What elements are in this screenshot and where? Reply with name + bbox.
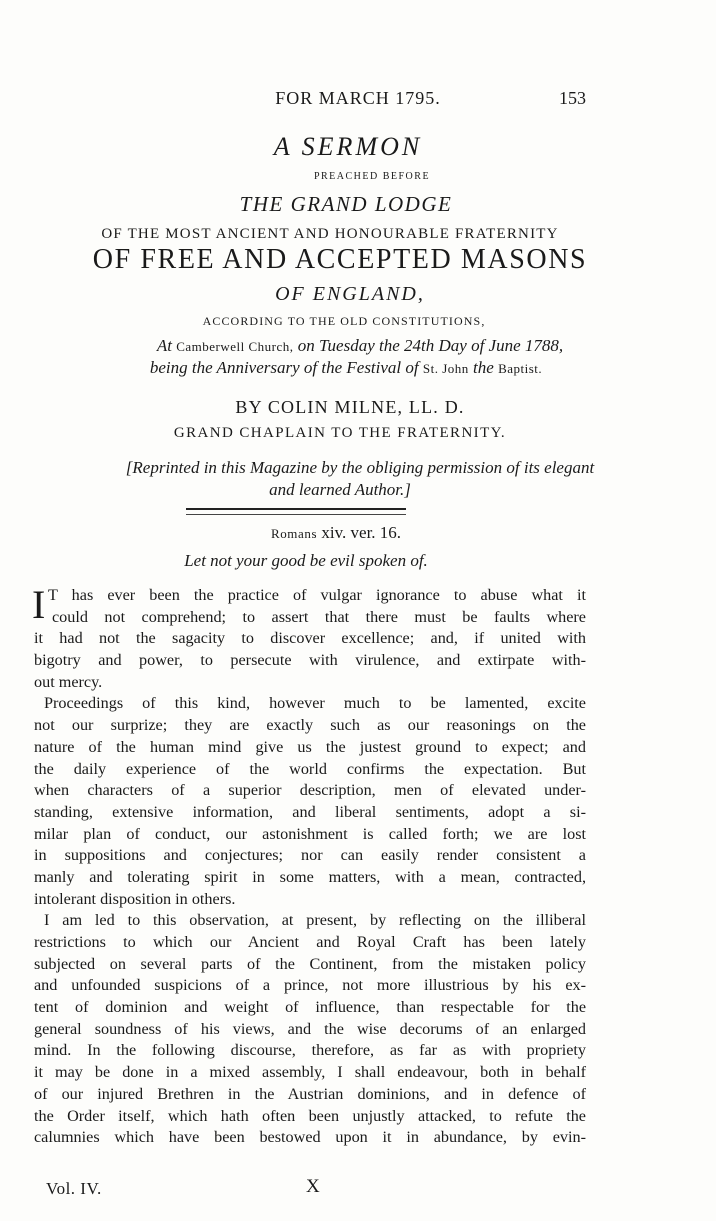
body-lines [32, 582, 586, 1149]
body-line: the daily experience of the world confirms the expectation. But [34, 759, 586, 778]
volume-mark: Vol. IV. [46, 1179, 102, 1198]
body-line: when characters of a superior description, men of elevated under- [34, 781, 586, 800]
baptist-word: Baptist. [498, 361, 543, 376]
body-line: of our injured Brethren in the Austrian dominions, and in defence of [34, 1084, 586, 1103]
sermon-body [32, 582, 586, 1149]
preached-before: PREACHED BEFORE [313, 171, 431, 182]
scripture-quote: Let not your good be evil spoken of. [184, 551, 428, 570]
scripture-reference [0, 523, 694, 543]
body-line: it had not the sagacity to discover excellence; and, if united with [34, 629, 586, 648]
grand-lodge-heading: THE GRAND LODGE [239, 192, 453, 216]
body-line: calumnies which have been bestowed upon it in abundance, by evin- [34, 1128, 586, 1147]
reprint-note-line-2: and learned Author.] [269, 480, 411, 499]
body-line: intolerant disposition in others. [34, 889, 236, 908]
church-line [30, 336, 690, 356]
saint-name: St. John [422, 361, 469, 376]
anniversary-text: being the Anniversary of the Festival of [149, 358, 419, 377]
page-number: 153 [559, 88, 586, 108]
body-line: nature of the human mind give us the justest ground to expect; and [34, 737, 586, 756]
body-line: subjected on several parts of the Continent, from the mistaken policy [34, 954, 586, 973]
body-line: bigotry and power, to persecute with virulence, and extirpate with- [34, 651, 586, 670]
body-line: I am led to this observation, at present, by reflecting on the illiberal [44, 911, 586, 930]
body-line: restrictions to which our Ancient and Royal Craft has been lately [34, 933, 586, 951]
anniversary-line [16, 358, 676, 378]
signature-mark: X [306, 1176, 320, 1197]
church-date: on Tuesday the 24th Day of June 1788, [297, 336, 564, 355]
running-head: FOR MARCH 1795. [275, 88, 441, 108]
body-line: Proceedings of this kind, however much to be lamented, excite [44, 694, 586, 713]
body-line: T has ever been the practice of vulgar ignorance to abuse what it [48, 586, 586, 604]
body-line: out mercy. [34, 672, 103, 691]
body-line: and unfounded suspicions of a prince, not more illustrious by his ex- [34, 976, 586, 995]
body-line: it may be done in a mixed assembly, I shall endeavour, both in behalf [34, 1063, 586, 1082]
body-line: general soundness of his views, and the wise decorums of an enlarged [34, 1019, 586, 1038]
body-line: could not comprehend; to assert that there must be faults where [52, 607, 586, 626]
body-line: tent of dominion and weight of influence, than respectable for the [34, 998, 586, 1017]
reprint-note-line-1: [Reprinted in this Magazine by the obliging permission of its elegant [125, 458, 595, 477]
body-line: milar plan of conduct, our astonishment is called forth; we are lost [34, 824, 586, 843]
free-masons-heading: OF FREE AND ACCEPTED MASONS [92, 244, 588, 275]
sermon-title: A SERMON [273, 132, 423, 161]
scripture-verse: xiv. ver. 16. [321, 523, 402, 542]
constitutions-line: ACCORDING TO THE OLD CONSTITUTIONS, [202, 314, 486, 328]
church-at: At [156, 336, 172, 355]
author-line: BY COLIN MILNE, LL. D. [235, 397, 465, 417]
body-line: the Order itself, which hath often been unjustly attacked, to refute the [34, 1106, 586, 1125]
body-line: manly and tolerating spirit in some matters, with a mean, contracted, [34, 867, 586, 886]
scripture-book: Romans [270, 526, 318, 541]
england-heading: OF ENGLAND, [275, 283, 425, 305]
ornamental-rule [186, 508, 406, 515]
chaplain-line: GRAND CHAPLAIN TO THE FRATERNITY. [173, 425, 507, 441]
drop-cap: I [32, 582, 46, 627]
body-line: in suppositions and conjectures; nor can easily render consistent a [34, 846, 586, 865]
church-name: Camberwell Church, [176, 339, 294, 354]
fraternity-heading: OF THE MOST ANCIENT AND HONOURABLE FRATERNITY [101, 226, 559, 242]
body-line: not our surprize; they are exactly such as our reasonings on the [34, 716, 586, 735]
anniversary-the: the [473, 358, 494, 377]
body-line: mind. In the following discourse, therefore, as far as with propriety [34, 1041, 586, 1060]
body-line: standing, extensive information, and liberal sentiments, adopt a si- [34, 802, 586, 821]
